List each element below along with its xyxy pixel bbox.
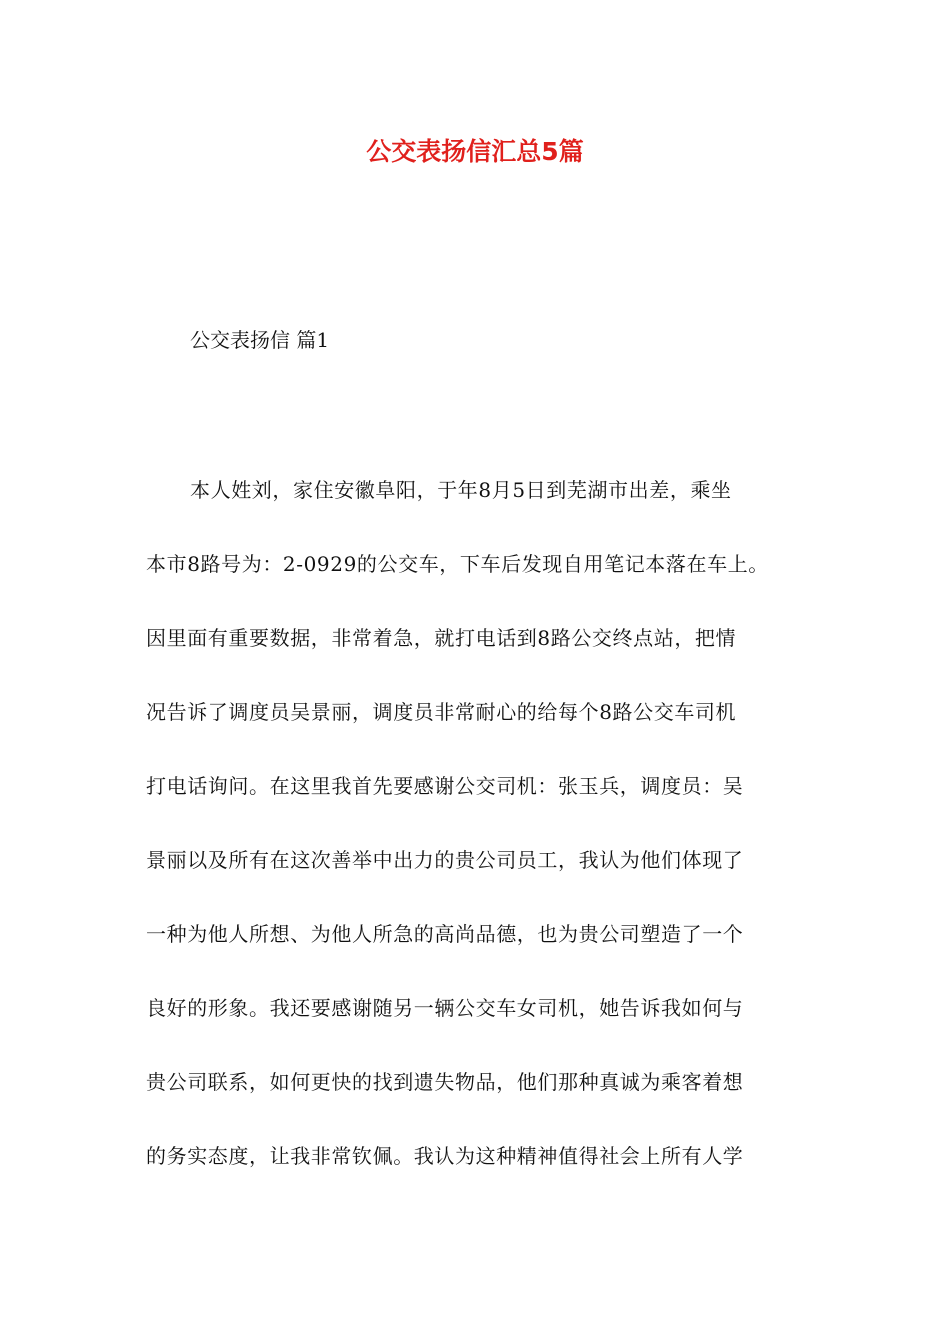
body-line: 本人姓刘，家住安徽阜阳，于年8月5日到芜湖市出差，乘坐 xyxy=(190,478,732,502)
section-heading: 公交表扬信 篇1 xyxy=(190,328,330,352)
body-line: 的务实态度，让我非常钦佩。我认为这种精神值得社会上所有人学 xyxy=(146,1144,744,1168)
body-line: 因里面有重要数据，非常着急，就打电话到8路公交终点站，把情 xyxy=(146,626,737,650)
body-line: 打电话询问。在这里我首先要感谢公交司机：张玉兵，调度员：吴 xyxy=(146,774,744,798)
body-line: 况告诉了调度员吴景丽，调度员非常耐心的给每个8路公交车司机 xyxy=(146,700,737,724)
body-line: 景丽以及所有在这次善举中出力的贵公司员工，我认为他们体现了 xyxy=(146,848,744,872)
body-line: 贵公司联系，如何更快的找到遗失物品，他们那种真诚为乘客着想 xyxy=(146,1070,744,1094)
document-title: 公交表扬信汇总5篇 xyxy=(366,137,584,166)
body-line: 良好的形象。我还要感谢随另一辆公交车女司机，她告诉我如何与 xyxy=(146,996,744,1020)
body-line: 一种为他人所想、为他人所急的高尚品德，也为贵公司塑造了一个 xyxy=(146,922,744,946)
body-line: 本市8路号为：2-0929的公交车，下车后发现自用笔记本落在车上。 xyxy=(146,552,769,576)
letter-body xyxy=(146,472,826,1212)
